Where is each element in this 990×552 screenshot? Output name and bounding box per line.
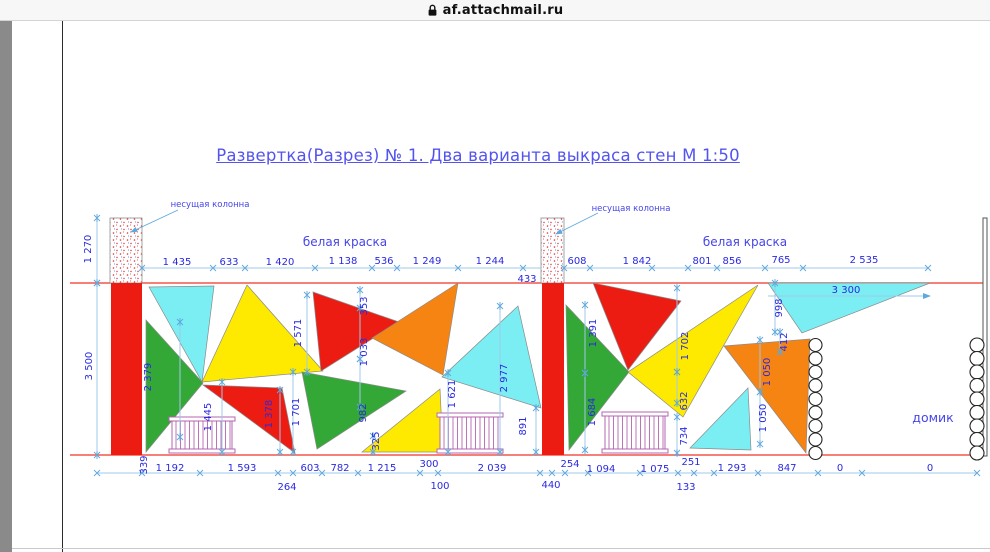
dim-value: 2 379 bbox=[143, 362, 154, 392]
radiator-top-rail bbox=[169, 417, 235, 421]
dim-marker bbox=[582, 446, 588, 454]
dim-marker bbox=[674, 284, 680, 292]
radiator-top-rail bbox=[602, 412, 668, 416]
log-end bbox=[809, 366, 822, 379]
dim-value: 1 050 bbox=[758, 403, 769, 433]
dim-value: 440 bbox=[541, 480, 561, 491]
dim-value: 1 701 bbox=[291, 397, 302, 427]
dim-value: 982 bbox=[358, 403, 369, 423]
dim-value: 2 535 bbox=[849, 255, 879, 266]
log-end bbox=[970, 392, 984, 406]
dim-value: 1 138 bbox=[328, 256, 358, 267]
dim-value: 1 249 bbox=[412, 256, 442, 267]
dim-value: 1 842 bbox=[622, 256, 652, 267]
log-end bbox=[809, 406, 822, 419]
dim-value: 300 bbox=[419, 459, 439, 470]
log-end bbox=[809, 352, 822, 365]
log-end bbox=[809, 447, 822, 460]
log-end bbox=[970, 406, 984, 420]
dim-marker bbox=[357, 286, 363, 294]
dim-value: 325 bbox=[371, 431, 382, 451]
label-bearing-column-right: несущая колонна bbox=[591, 204, 671, 214]
dim-value: 633 bbox=[219, 257, 239, 268]
dim-value: 1 293 bbox=[717, 463, 747, 474]
drawing-title: Развертка(Разрез) № 1. Два варианта выкраса стен М 1:50 bbox=[216, 146, 740, 165]
dim-value: 1 192 bbox=[155, 463, 185, 474]
dim-value: 1 378 bbox=[264, 399, 275, 429]
dim-value: 536 bbox=[374, 256, 394, 267]
radiator-body bbox=[172, 421, 232, 449]
dim-value: 1 244 bbox=[475, 256, 505, 267]
dim-value: 133 bbox=[676, 482, 696, 493]
browser-topbar bbox=[0, 0, 990, 21]
dim-value: 1 621 bbox=[447, 379, 458, 409]
log-end bbox=[970, 338, 984, 352]
dim-value: 1 702 bbox=[680, 331, 691, 361]
dim-marker bbox=[304, 291, 310, 299]
dim-value: 2 977 bbox=[499, 363, 510, 393]
dim-value: 1 571 bbox=[293, 318, 304, 348]
dim-value: 782 bbox=[330, 463, 350, 474]
paint-triangle-cyan bbox=[690, 388, 751, 450]
dim-value: 632 bbox=[679, 391, 690, 411]
dim-value: 847 bbox=[777, 463, 797, 474]
dim-value: 100 bbox=[430, 481, 450, 492]
dim-value: 412 bbox=[779, 332, 790, 352]
drawing-canvas bbox=[0, 21, 990, 552]
radiator-body bbox=[440, 417, 500, 449]
log-end bbox=[809, 393, 822, 406]
log-end bbox=[809, 420, 822, 433]
radiator-body bbox=[605, 416, 665, 449]
dim-value: 998 bbox=[774, 298, 785, 318]
log-end bbox=[970, 352, 984, 366]
log-end bbox=[809, 379, 822, 392]
log-end bbox=[809, 433, 822, 446]
dim-value: 765 bbox=[771, 255, 791, 266]
dim-value: 1 075 bbox=[640, 464, 670, 475]
dim-value: 1 094 bbox=[586, 464, 616, 475]
log-end bbox=[970, 419, 984, 433]
wall-right-edge bbox=[983, 218, 987, 456]
dim-marker bbox=[582, 301, 588, 309]
log-end bbox=[970, 446, 984, 460]
dim-value: 891 bbox=[518, 416, 529, 436]
lock-icon bbox=[427, 4, 438, 17]
url-text[interactable]: af.attachmail.ru bbox=[442, 2, 564, 18]
dim-value: 801 bbox=[692, 256, 712, 267]
label-white-paint-left: белая краска bbox=[302, 235, 388, 249]
dim-value: 353 bbox=[359, 296, 370, 316]
dim-value: 608 bbox=[567, 256, 587, 267]
radiator-top-rail bbox=[437, 413, 503, 417]
dim-value: 1 420 bbox=[265, 257, 295, 268]
label-bearing-column-left: несущая колонна bbox=[170, 200, 250, 210]
dim-value: 734 bbox=[679, 426, 690, 446]
dim-value: 433 bbox=[517, 274, 537, 285]
dim-value: 3 300 bbox=[831, 285, 861, 296]
radiator-bottom-rail bbox=[169, 449, 235, 453]
dim-value: 339 bbox=[139, 455, 150, 475]
log-end bbox=[970, 379, 984, 393]
dim-value: 1 391 bbox=[588, 318, 599, 348]
dim-value: 251 bbox=[681, 457, 701, 468]
radiator-bottom-rail bbox=[602, 449, 668, 453]
log-end bbox=[809, 339, 822, 352]
dim-value: 0 bbox=[836, 463, 844, 474]
dim-value: 856 bbox=[722, 256, 742, 267]
document-viewer bbox=[0, 21, 990, 552]
column-concrete-section bbox=[110, 218, 142, 283]
dim-value: 1 215 bbox=[367, 463, 397, 474]
dim-value: 2 039 bbox=[477, 463, 507, 474]
dim-value: 1 033 bbox=[359, 337, 370, 367]
paint-triangle-yellow bbox=[202, 285, 323, 382]
dim-value: 1 684 bbox=[587, 397, 598, 427]
dim-marker bbox=[94, 214, 100, 222]
dim-value: 1 050 bbox=[762, 357, 773, 387]
dim-value: 264 bbox=[277, 482, 297, 493]
dim-value: 1 435 bbox=[162, 257, 192, 268]
log-end bbox=[970, 433, 984, 447]
dim-value: 254 bbox=[560, 459, 580, 470]
column-red-paint bbox=[542, 283, 564, 455]
dim-value: 603 bbox=[300, 463, 320, 474]
log-end bbox=[970, 365, 984, 379]
dim-value: 1 445 bbox=[203, 402, 214, 432]
label-house: домик bbox=[912, 410, 954, 425]
label-white-paint-right: белая краска bbox=[702, 235, 788, 249]
dim-value: 3 500 bbox=[84, 351, 95, 381]
column-concrete-section bbox=[541, 218, 564, 283]
dim-value: 1 270 bbox=[83, 234, 94, 264]
dim-value: 1 593 bbox=[227, 463, 257, 474]
dim-marker bbox=[757, 440, 763, 448]
column-red-paint bbox=[111, 283, 142, 455]
dim-value: 0 bbox=[926, 463, 934, 474]
dim-marker bbox=[497, 302, 503, 310]
